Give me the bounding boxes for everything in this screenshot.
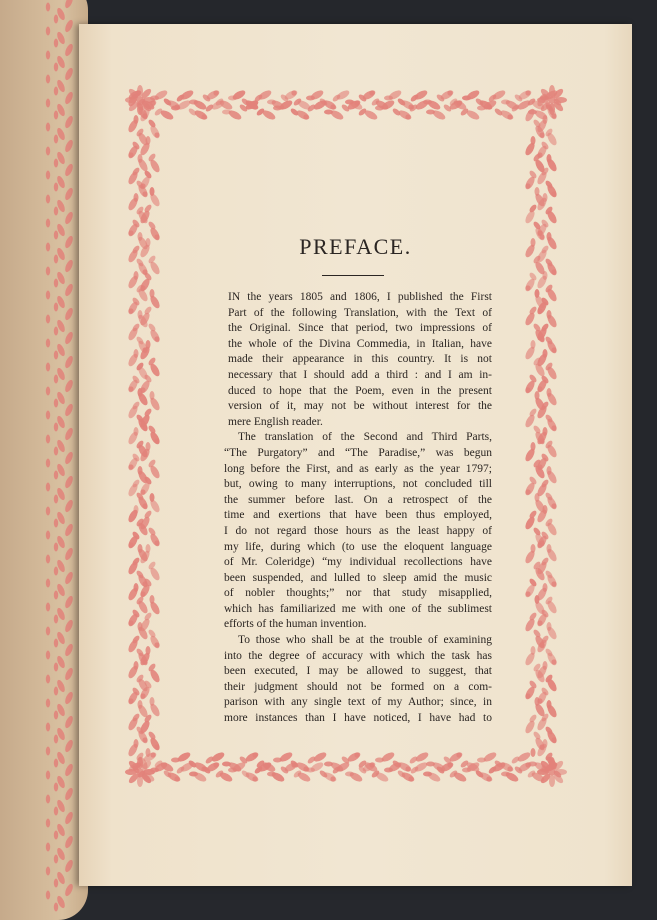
ornament-leaf xyxy=(54,807,58,816)
ornament-leaf xyxy=(54,279,58,288)
text-line: of Mr. Coleridge) “my individual recollections have xyxy=(224,556,492,569)
ornament-leaf xyxy=(54,567,58,576)
ornament-leaf xyxy=(64,571,75,585)
ornament-leaf xyxy=(46,147,50,156)
ornament-leaf xyxy=(64,859,75,873)
ornament-leaf xyxy=(54,399,58,408)
ornament-leaf xyxy=(64,163,75,177)
ornament-leaf xyxy=(64,379,75,393)
ornament-leaf xyxy=(54,879,58,888)
ornament-leaf xyxy=(54,135,58,144)
ornament-leaf xyxy=(54,591,58,600)
text-line: I do not regard those hours as the least happy of xyxy=(224,524,492,537)
text-line: the summer before last. On a retrospect of the xyxy=(224,493,492,506)
ornament-leaf xyxy=(64,595,75,609)
ornament-leaf xyxy=(64,643,75,657)
ornament-leaf xyxy=(46,747,50,756)
ornament-leaf xyxy=(54,783,58,792)
ornament-leaf xyxy=(54,495,58,504)
ornament-leaf xyxy=(46,387,50,396)
ornament-leaf xyxy=(54,663,58,672)
ornament-leaf xyxy=(64,691,75,705)
ornament-leaf xyxy=(64,211,75,225)
preface-body xyxy=(210,290,492,727)
text-line: their judgment should not be formed on a com- xyxy=(224,680,492,693)
text-line: efforts of the human invention. xyxy=(224,618,367,631)
ornament-leaf xyxy=(46,75,50,84)
ornament-leaf xyxy=(46,531,50,540)
ornament-leaf xyxy=(46,291,50,300)
ornament-leaf xyxy=(54,447,58,456)
ornament-leaf xyxy=(64,355,75,369)
ornament-leaf xyxy=(64,451,75,465)
paragraph-3 xyxy=(210,633,492,727)
ornament-leaf xyxy=(64,787,75,801)
text-line: which has familiarized me with one of the sublimest xyxy=(224,602,492,615)
ornament-leaf xyxy=(64,0,75,9)
ornament-leaf xyxy=(46,195,50,204)
previous-page-edge xyxy=(0,0,88,920)
ornament-leaf xyxy=(46,27,50,36)
ornament-leaf xyxy=(46,867,50,876)
ornament-leaf xyxy=(46,243,50,252)
text-line: into the degree of accuracy with which the task has xyxy=(224,649,492,662)
ornament-leaf xyxy=(64,187,75,201)
ornament-leaf xyxy=(46,459,50,468)
text-line: Part of the following Translation, with the Text of xyxy=(228,306,492,319)
ornament-leaf xyxy=(46,627,50,636)
ornament-leaf xyxy=(54,87,58,96)
ornament-leaf xyxy=(46,507,50,516)
text-line: of nobler thoughts;” nor that study misapplied, xyxy=(224,587,492,600)
ornament-leaf xyxy=(46,315,50,324)
ornament-leaf xyxy=(54,831,58,840)
ornament-leaf xyxy=(54,855,58,864)
paragraph-1 xyxy=(210,290,492,430)
text-line: To those who shall be at the trouble of examining xyxy=(238,634,492,647)
ornament-leaf xyxy=(64,835,75,849)
text-line: necessary that I should add a third : and I am in- xyxy=(228,368,492,381)
ornament-leaf xyxy=(46,435,50,444)
ornament-leaf xyxy=(64,307,75,321)
ornament-leaf xyxy=(54,519,58,528)
ornament-leaf xyxy=(64,259,75,273)
ornament-leaf xyxy=(64,235,75,249)
ornament-leaf xyxy=(54,543,58,552)
ornament-leaf xyxy=(54,687,58,696)
ornament-leaf xyxy=(46,123,50,132)
ornament-leaf xyxy=(64,811,75,825)
text-line: but, owing to many interruptions, not concluded till xyxy=(224,478,492,491)
ornament-leaf xyxy=(64,115,75,129)
ornament-leaf xyxy=(64,19,75,33)
page-title: PREFACE. xyxy=(299,234,412,259)
text-line: the Original. Since that period, two impressions of xyxy=(228,322,492,335)
ornament-leaf xyxy=(54,111,58,120)
ornament-leaf xyxy=(46,579,50,588)
ornament-leaf xyxy=(54,303,58,312)
text-line: The translation of the Second and Third Parts, xyxy=(238,431,492,444)
text-line: IN the years 1805 and 1806, I published the First xyxy=(228,291,492,303)
ornament-leaf xyxy=(64,883,75,897)
ornament-leaf xyxy=(54,159,58,168)
ornament-leaf xyxy=(64,331,75,345)
text-line: version of it, may not be without interest for the xyxy=(228,400,492,413)
ornament-leaf xyxy=(64,43,75,57)
ornament-leaf xyxy=(46,771,50,780)
ornament-leaf xyxy=(54,615,58,624)
ornament-leaf xyxy=(64,739,75,753)
ornament-leaf xyxy=(54,735,58,744)
ornament-leaf xyxy=(46,723,50,732)
ornament-leaf xyxy=(54,375,58,384)
ornament-leaf xyxy=(54,183,58,192)
ornament-leaf xyxy=(54,471,58,480)
text-line: long before the First, and as early as the year 1797; xyxy=(224,462,492,475)
ornament-leaf xyxy=(54,207,58,216)
ornament-leaf xyxy=(46,219,50,228)
ornament-leaf xyxy=(54,39,58,48)
ornament-leaf xyxy=(64,403,75,417)
ornament-leaf xyxy=(46,483,50,492)
ornament-leaf xyxy=(46,411,50,420)
ornament-leaf xyxy=(46,555,50,564)
ornament-leaf xyxy=(46,171,50,180)
ornament-leaf xyxy=(46,819,50,828)
ornament-leaf xyxy=(46,651,50,660)
ornament-leaf xyxy=(64,547,75,561)
ornament-leaf xyxy=(54,639,58,648)
ornament-leaf xyxy=(46,99,50,108)
text-line: “The Purgatory” and “The Paradise,” was begun xyxy=(224,446,492,459)
ornament-leaf xyxy=(46,843,50,852)
paragraph-2 xyxy=(210,430,492,633)
text-line: parison with any single text of my Author; since, in xyxy=(224,696,492,709)
ornament-leaf xyxy=(46,891,50,900)
text-line: been executed, I may be allowed to suggest, that xyxy=(224,665,492,678)
ornament-leaf xyxy=(64,283,75,297)
text-line: been suspended, and lulled to sleep amid the music xyxy=(224,571,492,584)
ornament-leaf xyxy=(64,427,75,441)
ornament-leaf xyxy=(64,91,75,105)
ornament-leaf xyxy=(46,699,50,708)
text-line: mere English reader. xyxy=(228,415,323,428)
ornament-leaf xyxy=(54,903,58,912)
ornament-leaf xyxy=(54,327,58,336)
text-line: my life, during which (to use the eloquent language xyxy=(224,540,492,553)
title-rule xyxy=(322,275,384,276)
ornament-leaf xyxy=(64,67,75,81)
ornament-leaf xyxy=(64,523,75,537)
ornament-leaf xyxy=(64,763,75,777)
text-line: duced to hope that the Poem, even in the present xyxy=(228,384,492,397)
ornament-leaf xyxy=(54,63,58,72)
text-line: made their appearance in this country. It is not xyxy=(228,353,492,366)
ornament-leaf xyxy=(54,255,58,264)
ornament-leaf xyxy=(54,711,58,720)
previous-page-ornament-border xyxy=(0,0,88,920)
text-line: more instances than I have noticed, I have had to xyxy=(224,712,492,725)
ornament-leaf xyxy=(46,51,50,60)
ornament-leaf xyxy=(46,3,50,12)
ornament-leaf xyxy=(46,339,50,348)
ornament-leaf xyxy=(46,363,50,372)
ornament-leaf xyxy=(46,267,50,276)
ornament-leaf xyxy=(64,475,75,489)
ornament-leaf xyxy=(64,667,75,681)
ornament-leaf xyxy=(64,499,75,513)
text-line: time and exertions that have been thus employed, xyxy=(224,509,492,522)
ornament-leaf xyxy=(64,139,75,153)
ornament-leaf xyxy=(54,15,58,24)
ornament-leaf xyxy=(46,795,50,804)
ornament-leaf xyxy=(46,603,50,612)
ornament-leaf xyxy=(54,423,58,432)
ornament-leaf xyxy=(46,675,50,684)
text-line: the whole of the Divina Commedia, in Italian, have xyxy=(228,337,492,350)
ornament-leaf xyxy=(54,351,58,360)
ornament-leaf xyxy=(54,231,58,240)
ornament-leaf xyxy=(64,619,75,633)
ornament-leaf xyxy=(54,759,58,768)
ornament-leaf xyxy=(64,715,75,729)
